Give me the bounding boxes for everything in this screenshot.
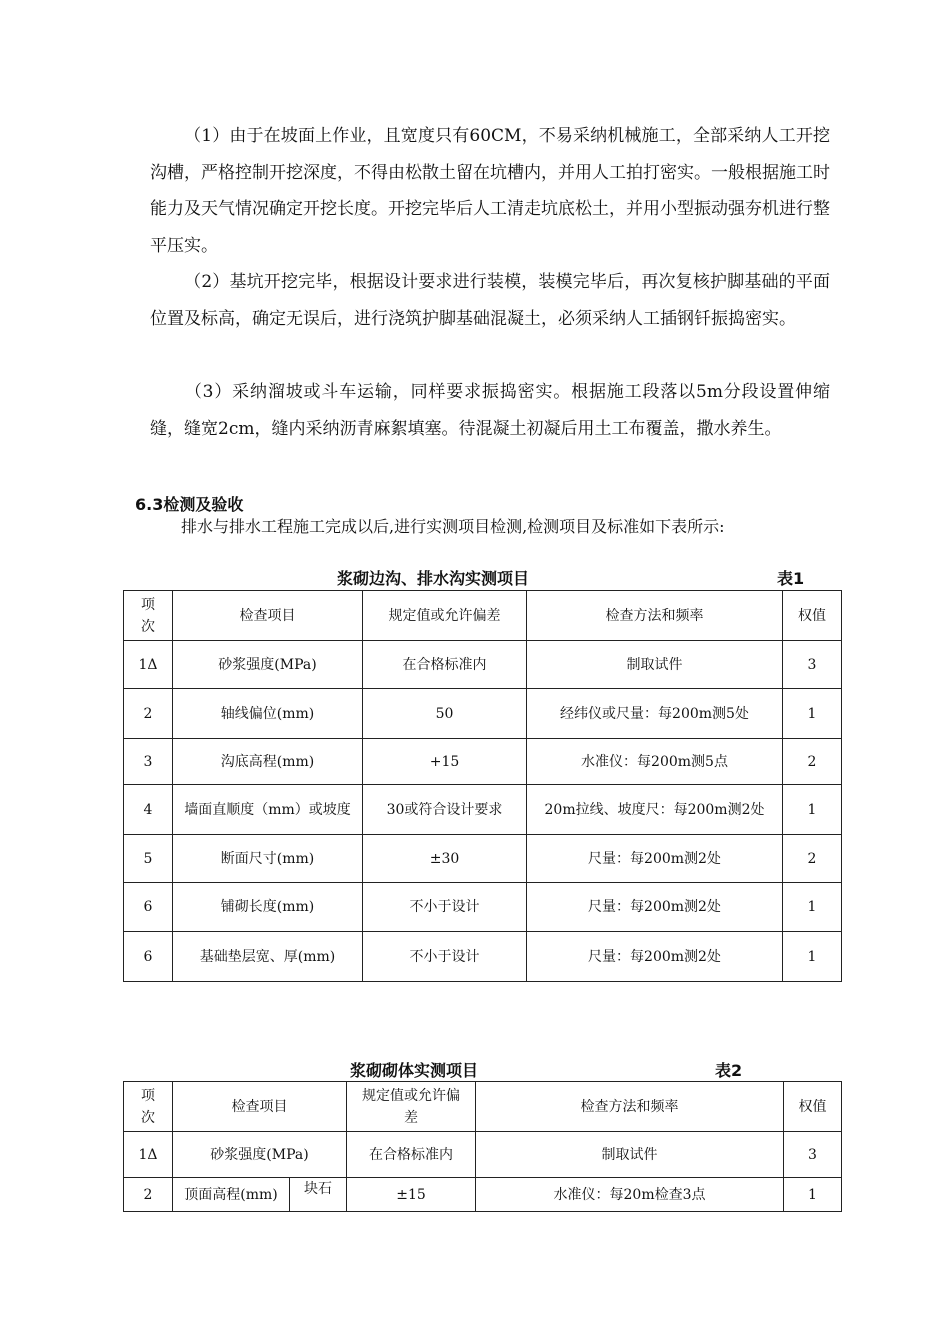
header-cell: 项次 — [124, 1082, 173, 1132]
header-cell: 检查项目 — [173, 591, 363, 641]
table-cell: ±15 — [347, 1178, 476, 1212]
table-cell: 3 — [783, 641, 842, 689]
table-cell: 1 — [783, 785, 842, 835]
table-cell: 尺量：每200m测2处 — [527, 883, 783, 932]
table-cell: 尺量：每200m测2处 — [527, 835, 783, 883]
table-cell: 砂浆强度(MPa) — [173, 641, 363, 689]
table-cell: 轴线偏位(mm) — [173, 689, 363, 739]
paragraph-2: （2）基坑开挖完毕，根据设计要求进行装模，装模完毕后，再次复核护脚基础的平面位置及标高，确定无误后，进行浇筑护脚基础混凝土，必须采纳人工插钢钎振捣密实。 — [150, 272, 830, 329]
table-cell: 3 — [124, 739, 173, 785]
table-cell: 2 — [783, 739, 842, 785]
header-cell: 规定值或允许偏差 — [363, 591, 527, 641]
header-cell: 规定值或允许偏差 — [347, 1082, 476, 1132]
table-cell: 1 — [783, 883, 842, 932]
table-header-row — [124, 1082, 842, 1132]
table-cell: 1Δ — [124, 1132, 173, 1178]
table-cell: 砂浆强度(MPa) — [173, 1132, 347, 1178]
table-cell: 1 — [783, 932, 842, 982]
table2 — [123, 1081, 842, 1212]
section-heading: 6.3检测及验收 — [135, 495, 244, 514]
table2-title: 浆砌砌体实测项目 — [350, 1061, 479, 1080]
table-cell: 尺量：每200m测2处 — [527, 932, 783, 982]
table-cell: 30或符合设计要求 — [363, 785, 527, 835]
table-row — [124, 835, 842, 883]
table-cell: 块石 — [290, 1178, 347, 1212]
table-row — [124, 641, 842, 689]
table-cell: 6 — [124, 932, 173, 982]
table-row — [124, 785, 842, 835]
table-cell: 水准仪：每200m测5点 — [527, 739, 783, 785]
table-cell: 经纬仪或尺量：每200m测5处 — [527, 689, 783, 739]
table-cell: 沟底高程(mm) — [173, 739, 363, 785]
table-row — [124, 689, 842, 739]
table-cell: 1 — [784, 1178, 842, 1212]
table-cell: 2 — [124, 689, 173, 739]
table-cell: 2 — [783, 835, 842, 883]
table-cell: 不小于设计 — [363, 883, 527, 932]
table-cell: 墙面直顺度（mm）或坡度 — [173, 785, 363, 835]
table-cell: 断面尺寸(mm) — [173, 835, 363, 883]
header-cell: 权值 — [784, 1082, 842, 1132]
table-row — [124, 1132, 842, 1178]
table-cell: 5 — [124, 835, 173, 883]
table-cell: 3 — [784, 1132, 842, 1178]
table-cell: 制取试件 — [527, 641, 783, 689]
table-header-row — [124, 591, 842, 641]
header-cell: 权值 — [783, 591, 842, 641]
table-row — [124, 883, 842, 932]
table-cell: 6 — [124, 883, 173, 932]
table-row — [124, 739, 842, 785]
table-cell: 在合格标准内 — [347, 1132, 476, 1178]
table-cell: 顶面高程(mm) — [173, 1178, 290, 1212]
table-cell: +15 — [363, 739, 527, 785]
table-cell: 50 — [363, 689, 527, 739]
table-cell: 铺砌长度(mm) — [173, 883, 363, 932]
header-cell: 项次 — [124, 591, 173, 641]
table-row — [124, 932, 842, 982]
table1-label: 表1 — [777, 569, 805, 588]
table-cell: 在合格标准内 — [363, 641, 527, 689]
header-cell: 检查方法和频率 — [476, 1082, 784, 1132]
header-cell: 检查方法和频率 — [527, 591, 783, 641]
table-cell: 基础垫层宽、厚(mm) — [173, 932, 363, 982]
table2-label: 表2 — [715, 1061, 743, 1080]
table-cell: 2 — [124, 1178, 173, 1212]
table-row — [124, 1178, 842, 1212]
paragraph-3: （3）采纳溜坡或斗车运输，同样要求振捣密实。根据施工段落以5m分段设置伸缩缝，缝宽2cm，缝内采纳沥青麻絮填塞。待混凝土初凝后用土工布覆盖，撒水养生。 — [150, 382, 830, 439]
paragraph-1: （1）由于在坡面上作业，且宽度只有60CM，不易采纳机械施工，全部采纳人工开挖沟槽，严格控制开挖深度，不得由松散土留在坑槽内，并用人工拍打密实。一般根据施工时能力及天气情况确定开挖长度。开挖完毕后人工清走坑底松土，并用小型振动强夯机进行整平压实。 — [150, 126, 830, 256]
table-cell: 20m拉线、坡度尺：每200m测2处 — [527, 785, 783, 835]
table-cell: 4 — [124, 785, 173, 835]
table-cell: 1 — [783, 689, 842, 739]
table-cell: ±30 — [363, 835, 527, 883]
intro-text: 排水与排水工程施工完成以后,进行实测项目检测,检测项目及标准如下表所示: — [181, 517, 725, 536]
table-cell: 制取试件 — [476, 1132, 784, 1178]
table1 — [123, 590, 842, 982]
table-cell: 1Δ — [124, 641, 173, 689]
table-cell: 不小于设计 — [363, 932, 527, 982]
table1-title: 浆砌边沟、排水沟实测项目 — [337, 569, 530, 588]
table-cell: 水准仪：每20m检查3点 — [476, 1178, 784, 1212]
header-cell: 检查项目 — [173, 1082, 347, 1132]
